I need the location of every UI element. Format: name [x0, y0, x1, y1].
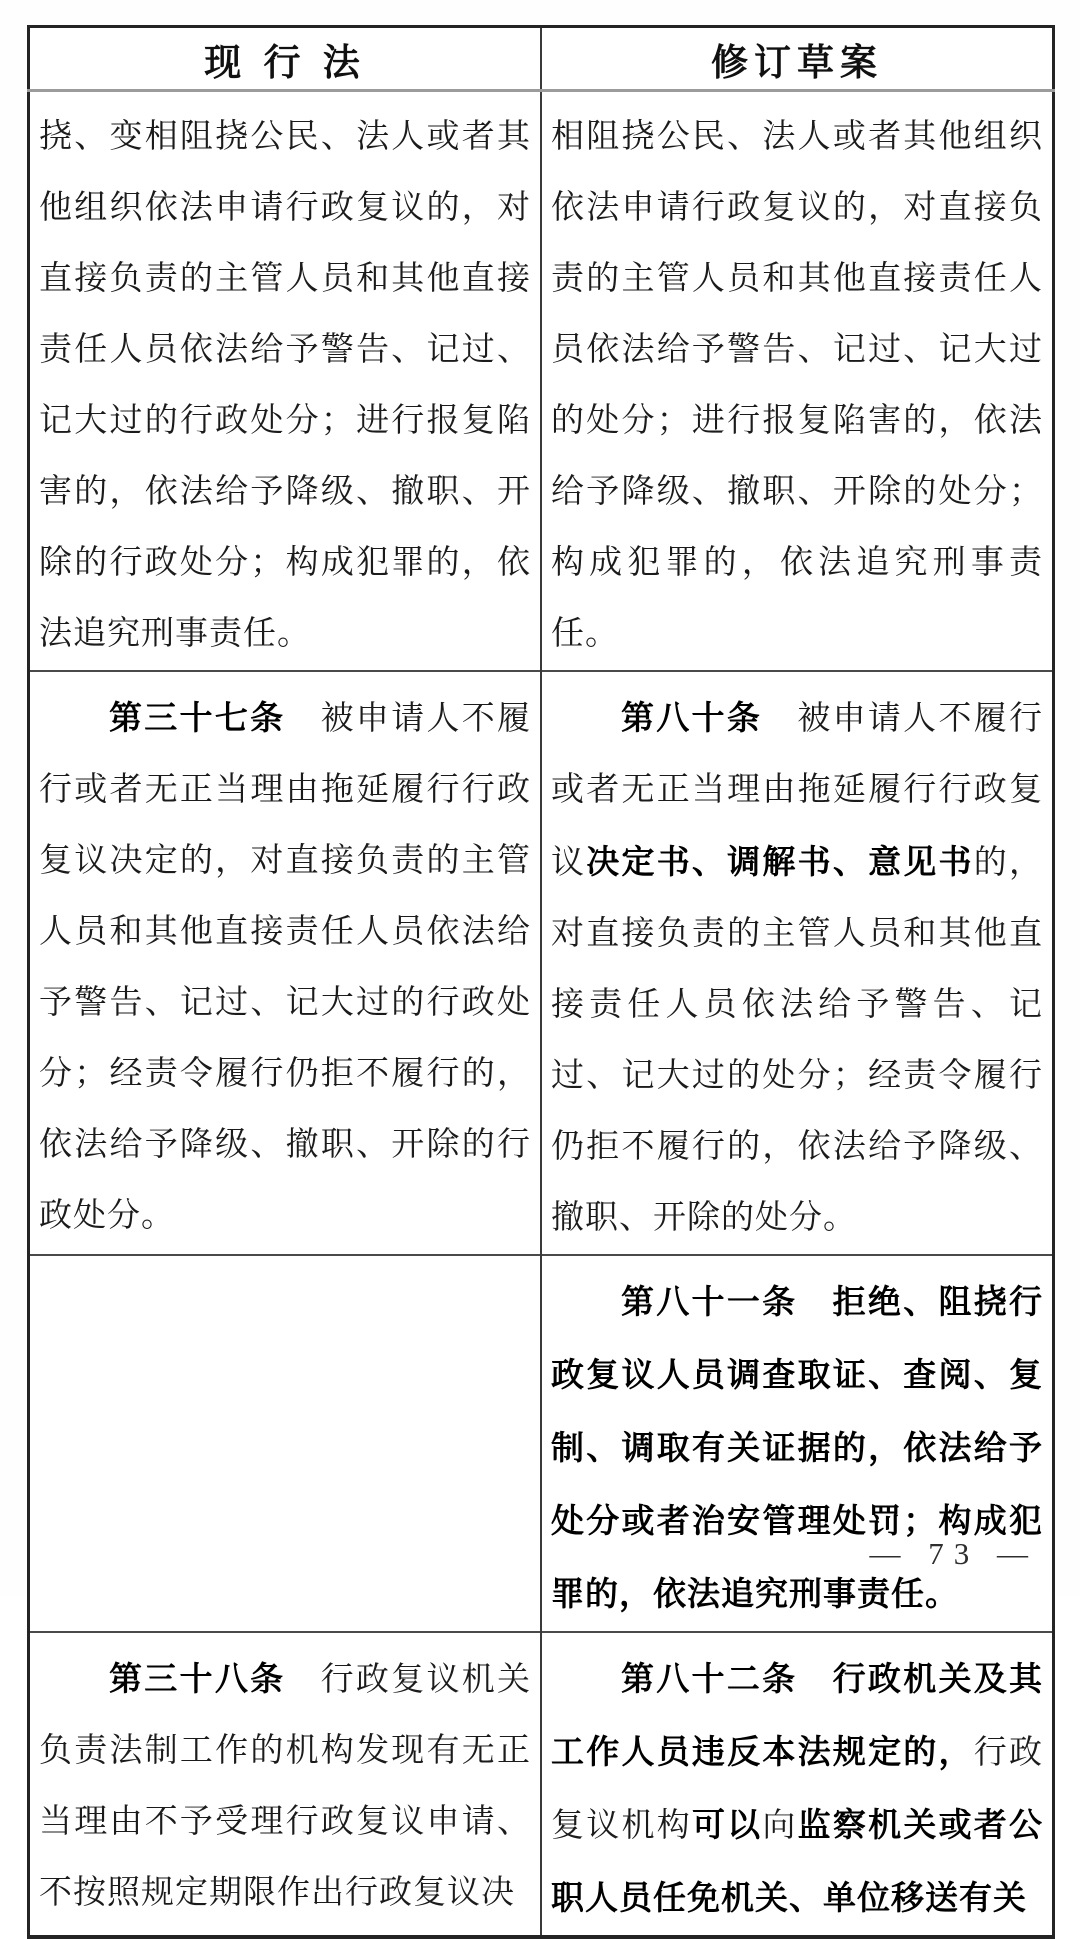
text-segment: 相阻挠公民、法人或者其他组织依法申请行政复议的，对直接负责的主管人员和其他直接责任人员依法给予警告、记过、记大过的处分；进行报复陷害的，依法给予降级、撤职、开除的处分；构成犯罪的，依法追究刑事责任。	[551, 119, 1043, 652]
text-segment: 被申请人不履行或者无正当理由拖延履行行政复议	[551, 701, 1044, 881]
emphasis-segment: 决定书、调解书、意见书	[586, 843, 974, 880]
text-segment: 的，对直接负责的主管人员和其他直接责任人员依法给予警告、记过、记大过的处分；经责令履行仍拒不履行的，依法给予降级、撤职、开除的处分。	[551, 845, 1044, 1236]
text-segment: 行政复议机关负责法制工作的机构发现有无正当理由不予受理行政复议申请、不按照规定期限作出行政复议决	[39, 1662, 532, 1911]
emphasis-segment: 第八十条	[621, 699, 763, 736]
cell-current-law-1	[29, 671, 542, 1255]
header-current-law: 现 行 法	[29, 27, 542, 91]
row-article-37-vs-80	[29, 671, 1054, 1255]
table-header	[29, 27, 1054, 91]
cell-revised-draft-3	[541, 1632, 1054, 1937]
law-paragraph	[39, 102, 531, 670]
row-article-81	[29, 1255, 1054, 1632]
cell-revised-draft-0	[541, 91, 1054, 672]
cell-current-law-3	[29, 1632, 542, 1937]
emphasis-segment: 第三十七条	[109, 699, 286, 736]
law-paragraph	[39, 1643, 531, 1929]
text-segment: 挠、变相阻挠公民、法人或者其他组织依法申请行政复议的，对直接负责的主管人员和其他直接责任人员依法给予警告、记过、记大过的行政处分；进行报复陷害的，依法给予降级、撤职、开除的行政处分；构成犯罪的，依法追究刑事责任。	[39, 119, 531, 652]
cell-revised-draft-2	[541, 1255, 1054, 1632]
cell-current-law-2	[29, 1255, 542, 1632]
emphasis-segment: 监察机关或者公职人员任免机关、单位移送有关	[551, 1806, 1044, 1916]
emphasis-segment: 可以	[691, 1806, 763, 1843]
row-article-38-vs-82	[29, 1632, 1054, 1937]
page-number: — 73 —	[869, 1536, 1038, 1571]
emphasis-segment: 第八十二条	[621, 1660, 798, 1697]
cell-current-law-0	[29, 91, 542, 672]
emphasis-segment: 第三十八条	[109, 1660, 286, 1697]
text-segment: 向	[762, 1808, 798, 1844]
law-paragraph	[551, 102, 1043, 670]
table-body	[29, 91, 1054, 1938]
law-paragraph	[551, 682, 1043, 1254]
header-row	[29, 27, 1054, 91]
law-paragraph	[39, 682, 531, 1252]
row-penalty-continuation	[29, 91, 1054, 672]
text-segment: 行政复议机构	[551, 1735, 1044, 1844]
text-segment: 被申请人不履行或者无正当理由拖延履行行政复议决定的，对直接负责的主管人员和其他直接责任人员依法给予警告、记过、记大过的行政处分；经责令履行仍拒不履行的，依法给予降级、撤职、开除的行政处分。	[39, 701, 532, 1234]
cell-revised-draft-1	[541, 671, 1054, 1255]
law-paragraph	[551, 1643, 1043, 1935]
emphasis-segment: 第八十一条	[621, 1283, 798, 1320]
law-paragraph	[551, 1266, 1043, 1631]
emphasis-segment: 拒绝、阻挠行政复议人员调查取证、查阅、复制、调取有关证据的，依法给予处分或者治安管理处罚；构成犯罪的，依法追究刑事责任。	[551, 1283, 1044, 1612]
emphasis-segment: 行政机关及其工作人员违反本法规定的，	[551, 1660, 1044, 1770]
header-revised-draft: 修订草案	[541, 27, 1054, 91]
law-comparison-table	[27, 25, 1055, 1939]
emphasis-segment	[797, 1660, 832, 1697]
